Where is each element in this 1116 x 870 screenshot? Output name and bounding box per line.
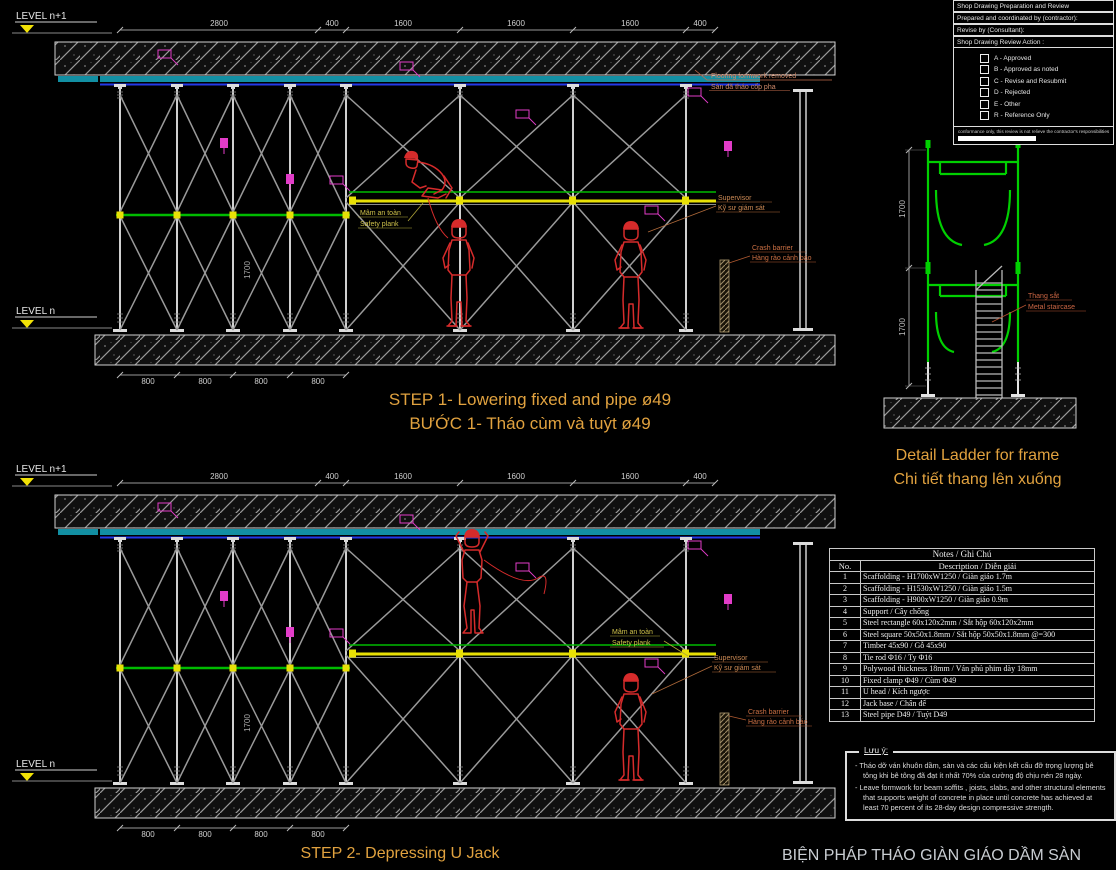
- annotation-supervisor: [652, 655, 776, 694]
- option-label: C - Revise and Resubmit: [994, 77, 1067, 85]
- table-row: 4 Support / Cây chống: [830, 606, 1095, 618]
- svg-text:Mâm an toàn: Mâm an toàn: [612, 629, 653, 636]
- table-row: 13 Steel pipe D49 / Tuýt D49: [830, 710, 1095, 722]
- remarks-box: [845, 745, 1116, 821]
- notes-table-title: Notes / Ghi Chú: [830, 549, 1095, 561]
- table-row: 7 Timber 45x90 / Gỗ 45x90: [830, 641, 1095, 653]
- option-approved[interactable]: [980, 54, 1111, 63]
- table-row: 10 Fixed clamp Φ49 / Cùm Φ49: [830, 675, 1095, 687]
- remark-item: - Leave formwork for beam soffits , joists, slabs, and other structural elements that supports weight of concrete in place until concrete has achieved at least 70 percent of its 28-day design compressive strength.: [855, 783, 1106, 813]
- option-reference-only[interactable]: [980, 111, 1111, 120]
- annotation-crash-barrier: [729, 245, 816, 263]
- checkbox-icon[interactable]: [980, 100, 989, 109]
- checkbox-icon[interactable]: [980, 77, 989, 86]
- remarks-title: Lưu ý:: [859, 745, 893, 755]
- svg-text:Sàn đã tháo cốp pha: Sàn đã tháo cốp pha: [711, 84, 776, 91]
- option-approved-as-noted[interactable]: [980, 65, 1111, 74]
- table-row: 2 Scaffolding - H1530xW1250 / Giàn giáo 1.5m: [830, 583, 1095, 595]
- ladder-dimension: [898, 147, 926, 389]
- svg-text:Hàng rào cảnh báo: Hàng rào cảnh báo: [748, 719, 808, 726]
- checkbox-icon[interactable]: [980, 88, 989, 97]
- annotation-safety-plank: [358, 203, 423, 228]
- option-revise-resubmit[interactable]: [980, 77, 1111, 86]
- step1-overlay: [358, 70, 832, 328]
- svg-text:Flooring formwork removed: Flooring formwork removed: [711, 73, 797, 80]
- title-block-prepared: Prepared and coordinated by (contractor):: [953, 12, 1114, 24]
- table-row: 6 Steel square 50x50x1.8mm / Sắt hộp 50x50x1.8mm @=300: [830, 629, 1095, 641]
- step1-caption-vi: BƯỚC 1- Tháo cùm và tuýt ø49: [409, 414, 651, 433]
- svg-text:Crash barrier: Crash barrier: [748, 709, 789, 716]
- detail-ladder-view: [884, 140, 1086, 428]
- detail-caption-vi: Chi tiết thang lên xuống: [893, 471, 1062, 488]
- option-label: E - Other: [994, 100, 1021, 108]
- option-rejected[interactable]: [980, 88, 1111, 97]
- col-header-desc: Description / Diễn giải: [861, 560, 1095, 572]
- review-action-options: [953, 48, 1114, 127]
- svg-text:Mâm an toàn: Mâm an toàn: [360, 210, 401, 217]
- col-header-no: No.: [830, 560, 861, 572]
- table-row: 9 Polywood thickness 18mm / Ván phủ phim dày 18mm: [830, 664, 1095, 676]
- svg-text:Kỹ sư giám sát: Kỹ sư giám sát: [714, 665, 761, 672]
- svg-text:Supervisor: Supervisor: [718, 195, 752, 202]
- title-block-revise: Revise by (Consultant):: [953, 24, 1114, 36]
- ladder-frame: [926, 140, 1021, 362]
- svg-text:Safety plank: Safety plank: [612, 640, 651, 647]
- option-label: B - Approved as noted: [994, 66, 1059, 73]
- svg-text:Kỹ sư giám sát: Kỹ sư giám sát: [718, 205, 765, 212]
- step2-caption-en: STEP 2- Depressing U Jack: [300, 845, 500, 862]
- svg-text:Safety plank: Safety plank: [360, 221, 399, 228]
- checkbox-icon[interactable]: [980, 54, 989, 63]
- table-row: 1 Scaffolding - H1700xW1250 / Giàn giáo 1.7m: [830, 572, 1095, 584]
- option-label: R - Reference Only: [994, 112, 1050, 119]
- step1-caption-en: STEP 1- Lowering fixed and pipe ø49: [388, 390, 672, 409]
- title-block: [953, 0, 1114, 145]
- table-row: 3 Scaffolding - H900xW1250 / Giàn giáo 0.9m: [830, 595, 1095, 607]
- detail-caption-en: Detail Ladder for frame: [895, 447, 1060, 464]
- table-row: 12 Jack base / Chân đế: [830, 698, 1095, 710]
- table-row: 8 Tie rod Φ16 / Ty Φ16: [830, 652, 1095, 664]
- svg-text:Hàng rào cảnh báo: Hàng rào cảnh báo: [752, 255, 812, 262]
- svg-text:Crash barrier: Crash barrier: [752, 245, 793, 252]
- svg-text:1700: 1700: [898, 318, 907, 336]
- sheet-title: BIỆN PHÁP THÁO GIÀN GIÁO DẦM SÀN: [782, 847, 1082, 864]
- option-label: D - Rejected: [994, 89, 1031, 96]
- title-block-action: Shop Drawing Review Action :: [953, 36, 1114, 48]
- highlight-bar: [958, 136, 1036, 141]
- svg-text:1700: 1700: [898, 200, 907, 218]
- svg-text:Metal staircase: Metal staircase: [1028, 304, 1076, 311]
- table-row: 5 Steel rectangle 60x120x2mm / Sắt hộp 60x120x2mm: [830, 618, 1095, 630]
- svg-text:Supervisor: Supervisor: [714, 655, 748, 662]
- option-label: A - Approved: [994, 54, 1032, 62]
- title-block-fine-print: conformance only, this review is not relieve the contractor's responsibilities: [953, 127, 1114, 145]
- table-row: 11 U head / Kích ngược: [830, 687, 1095, 699]
- svg-text:Thang sắt: Thang sắt: [1028, 293, 1060, 300]
- notes-table: [829, 548, 1095, 722]
- checkbox-icon[interactable]: [980, 111, 989, 120]
- title-block-header: Shop Drawing Preparation and Review: [953, 0, 1114, 12]
- ladder-jacks: [921, 362, 1025, 397]
- remark-item: - Tháo dỡ ván khuôn dầm, sàn và các cấu kiện kết cấu đỡ trọng lượng bê tông khi bê tông đã đạt ít nhất 70% của cường độ chịu nén 28 ngày.: [855, 761, 1094, 781]
- detail-ground-slab: [884, 398, 1076, 428]
- checkbox-icon[interactable]: [980, 65, 989, 74]
- option-other[interactable]: [980, 100, 1111, 109]
